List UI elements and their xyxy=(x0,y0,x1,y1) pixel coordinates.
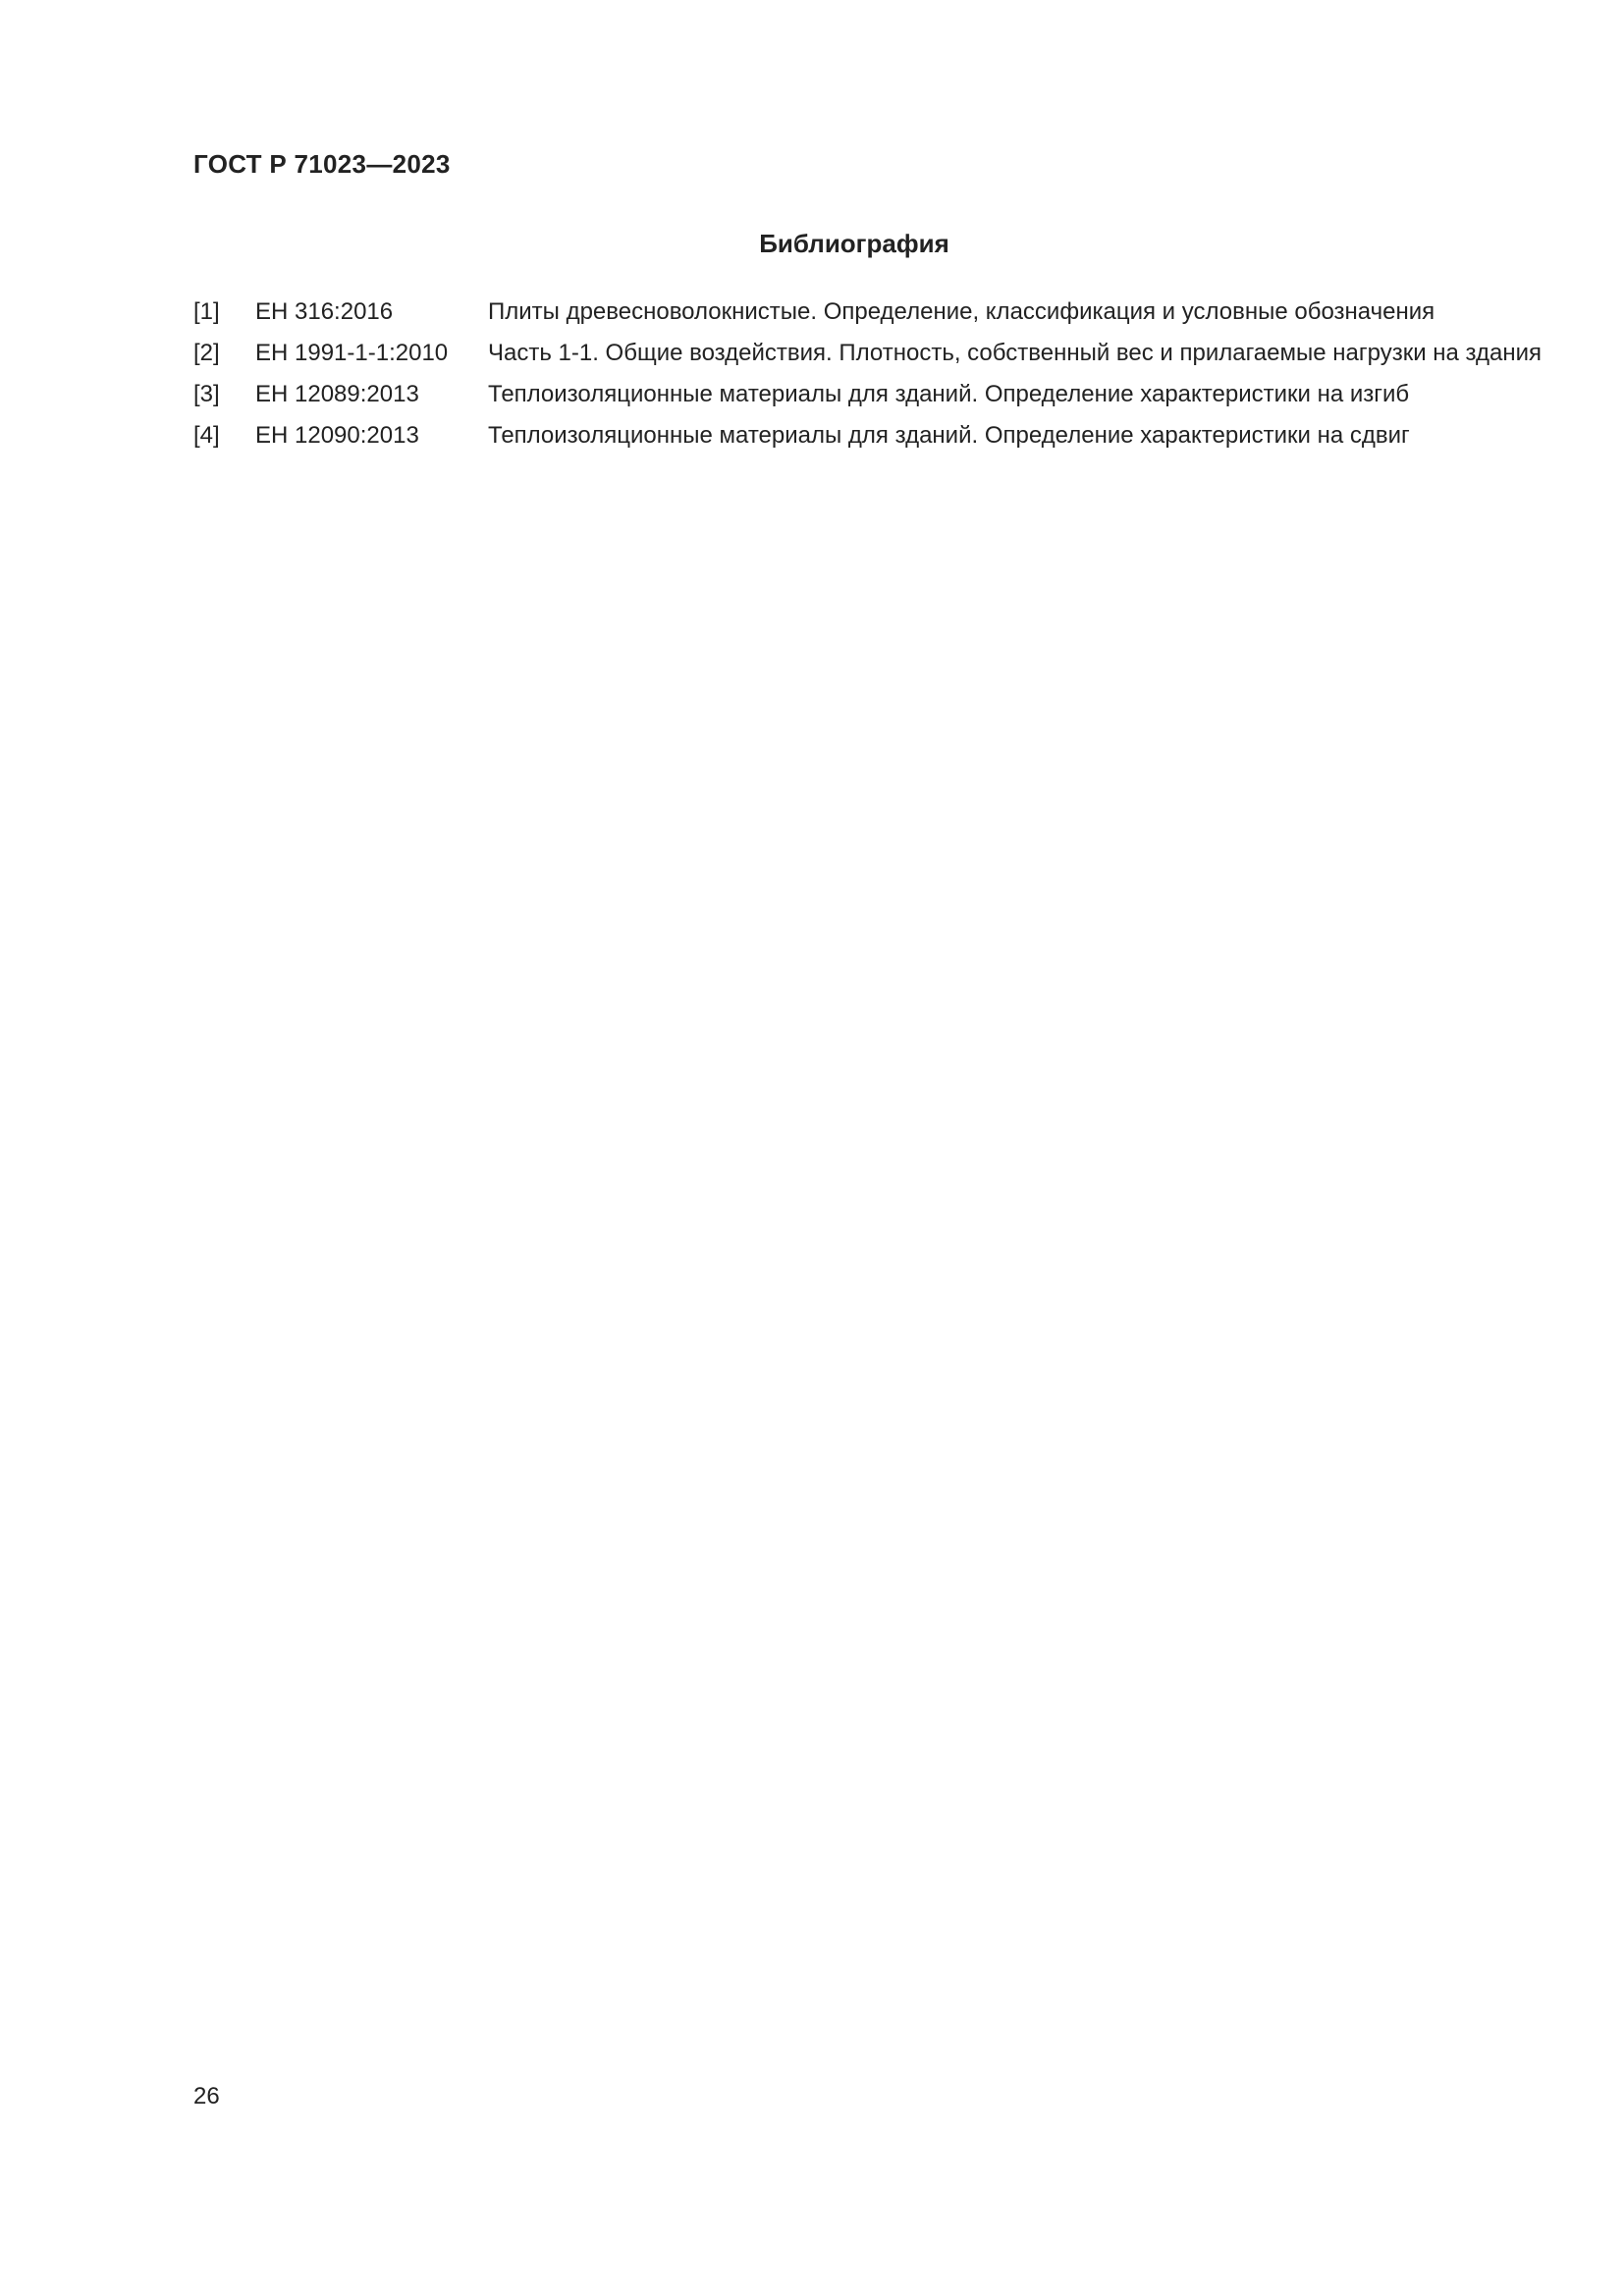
entry-number: [1] xyxy=(193,298,220,325)
entry-title: Теплоизоляционные материалы для зданий. Определение характеристики на изгиб xyxy=(488,381,1410,407)
entry-standard-code: ЕН 12090:2013 xyxy=(255,422,419,449)
entry-number: [2] xyxy=(193,340,220,366)
bibliography-list xyxy=(193,297,1548,462)
entry-title: Плиты древесноволокнистые. Определение, классификация и условные обозначения xyxy=(488,298,1435,325)
entry-standard-code: ЕН 12089:2013 xyxy=(255,381,419,407)
bibliography-entry xyxy=(193,339,1548,368)
entry-number: [3] xyxy=(193,381,220,407)
bibliography-entry xyxy=(193,297,1548,327)
entry-title: Часть 1-1. Общие воздействия. Плотность, собственный вес и прилагаемые нагрузки на здания xyxy=(488,340,1543,366)
entry-title: Теплоизоляционные материалы для зданий. Определение характеристики на сдвиг xyxy=(488,422,1410,449)
bibliography-entry xyxy=(193,421,1548,451)
entry-standard-code: ЕН 316:2016 xyxy=(255,298,394,325)
section-title: Библиография xyxy=(759,229,949,258)
bibliography-entry xyxy=(193,380,1548,409)
document-code: ГОСТ Р 71023—2023 xyxy=(193,149,451,179)
page-number: 26 xyxy=(193,2083,220,2109)
entry-standard-code: ЕН 1991-1-1:2010 xyxy=(255,340,449,366)
entry-number: [4] xyxy=(193,422,220,449)
